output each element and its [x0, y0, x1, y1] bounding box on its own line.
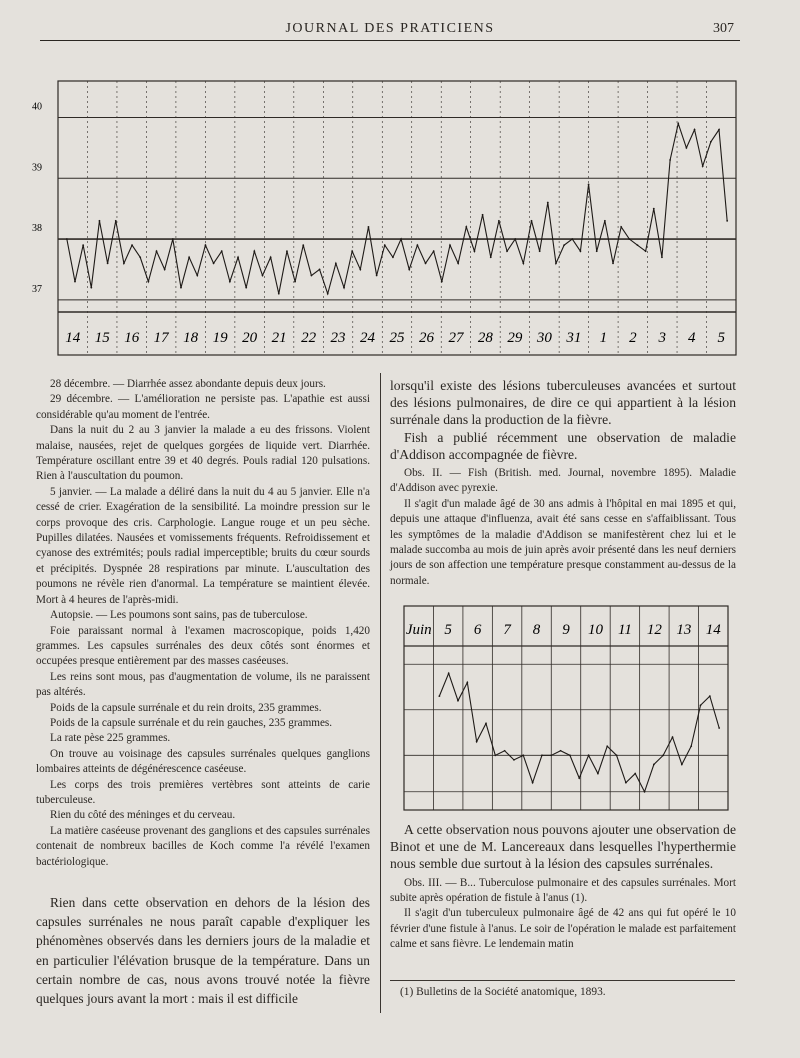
temperature-point — [498, 220, 500, 222]
temperature-point — [156, 250, 158, 252]
temperature-point — [335, 262, 337, 264]
paragraph: 28 décembre. — Diarrhée assez abondante depuis deux jours. — [50, 378, 326, 390]
temperature-point — [278, 293, 280, 295]
temperature-point — [606, 745, 608, 747]
temperature-point — [205, 244, 207, 246]
temperature-point — [66, 238, 68, 240]
temperature-point — [710, 141, 712, 143]
temperature-point — [123, 262, 125, 264]
temperature-point — [457, 262, 459, 264]
x-tick-label: Juin — [405, 622, 432, 638]
temperature-point — [597, 773, 599, 775]
paragraph: 29 décembre. — L'amélioration ne persiste pas. L'apathie est aussi considérable qu'au moment de l'entrée. — [36, 393, 370, 421]
temperature-point — [685, 147, 687, 149]
temperature-point — [672, 736, 674, 738]
temperature-point — [147, 281, 149, 283]
right-column-bottom — [390, 821, 736, 953]
temperature-point — [653, 208, 655, 210]
paragraph: Poids de la capsule surrénale et du rein gauches, 235 grammes. — [50, 716, 333, 729]
temperature-point — [188, 256, 190, 258]
paragraph: Autopsie. — Les poumons sont sains, pas de tuberculose. — [50, 609, 308, 622]
temperature-point — [541, 754, 543, 756]
left-column — [36, 377, 370, 870]
x-tick-label: 8 — [532, 622, 541, 638]
x-tick-label: 18 — [183, 330, 199, 346]
temperature-point — [319, 269, 321, 271]
temperature-point — [634, 773, 636, 775]
temperature-point — [522, 262, 524, 264]
temperature-point — [311, 275, 313, 277]
temperature-point — [384, 244, 386, 246]
x-tick-label: 14 — [65, 330, 81, 346]
temperature-point — [531, 220, 533, 222]
temperature-point — [669, 159, 671, 161]
x-tick-label: 15 — [94, 330, 110, 346]
paragraph: Il s'agit d'un tuberculeux pulmonaire âgé de 42 ans qui fut opéré le 10 février d'une fistule à l'anus. Le soir de l'opération le malade est parfaitement calme et sans fièvre. Le lendemain matin — [390, 907, 736, 951]
temperature-point — [644, 791, 646, 793]
x-tick-label: 7 — [503, 622, 511, 638]
temperature-point — [376, 275, 378, 277]
temperature-point — [681, 764, 683, 766]
temperature-point — [327, 293, 329, 295]
temperature-point — [482, 214, 484, 216]
y-tick-label: 37 — [32, 283, 42, 295]
temperature-point — [677, 123, 679, 125]
x-tick-label: 5 — [444, 622, 452, 638]
temperature-point — [351, 250, 353, 252]
temperature-point — [604, 220, 606, 222]
paragraph: La matière caséeuse provenant des ganglions et des capsules surrénales contenait de nombreux bacilles de Koch comme l'a révélé l'examen bactériologique. — [36, 824, 370, 868]
temperature-point — [438, 695, 440, 697]
temperature-point — [612, 262, 614, 264]
x-tick-label: 24 — [360, 330, 376, 346]
paragraph: 5 janvier. — La malade a déliré dans la nuit du 4 au 5 janvier. Elle n'a cessé de crier. Exagération de la sensibilité. La moindre pression sur le corps provoque des cris. Carphologie. Langue rouge et un peu sèche. Pupilles dilatées. Nausées et vomissements fréquents. Refroidissement et cyanose des extrémités; pouls radial imperceptible; bruits du cœur sourds et précipités. Dyspnée 28 respirations par minute. L'auscultation des poumons ne révèle rien d'anormal. La température se maintient élevée. Mort à 4 heures de l'après-midi. — [36, 485, 370, 606]
temperature-point — [245, 287, 247, 289]
temperature-point — [196, 275, 198, 277]
temperature-point — [560, 750, 562, 752]
temperature-point — [569, 754, 571, 756]
temperature-point — [620, 226, 622, 228]
paragraph: Les reins sont mous, pas d'augmentation de volume, ils ne paraissent pas altérés. — [36, 670, 370, 699]
temperature-point — [172, 238, 174, 240]
temperature-point — [476, 741, 478, 743]
temperature-point — [661, 256, 663, 258]
temperature-point — [237, 256, 239, 258]
temperature-point — [229, 281, 231, 283]
temperature-point — [465, 226, 467, 228]
temperature-point — [270, 256, 272, 258]
temperature-point — [550, 754, 552, 756]
temperature-point — [718, 727, 720, 729]
temperature-line — [439, 673, 719, 791]
temperature-point — [718, 129, 720, 131]
temperature-point — [662, 754, 664, 756]
temperature-point — [115, 220, 117, 222]
x-tick-label: 12 — [646, 622, 662, 638]
x-tick-label: 16 — [124, 330, 140, 346]
paragraph: A cette observation nous pouvons ajouter une observation de Binot et une de M. Lancereaux dans lesquelles l'hyperthermie nous semble due surtout à la lésion des capsules surrénales. — [390, 822, 736, 872]
paragraph: Les corps des trois premières vertèbres sont atteints de carie tuberculeuse. — [36, 778, 370, 806]
temperature-point — [90, 287, 92, 289]
temperature-point — [213, 262, 215, 264]
x-tick-label: 29 — [507, 330, 523, 346]
temperature-point — [513, 759, 515, 761]
paragraph: La rate pèse 225 grammes. — [50, 732, 171, 745]
temperature-point — [514, 238, 516, 240]
temperature-point — [588, 754, 590, 756]
temperature-point — [457, 700, 459, 702]
temperature-point — [466, 682, 468, 684]
x-tick-label: 4 — [688, 330, 696, 346]
x-tick-label: 25 — [389, 330, 405, 346]
column-rule — [380, 373, 381, 1013]
paragraph: Poids de la capsule surrénale et du rein droits, 235 grammes. — [50, 701, 322, 714]
x-tick-label: 26 — [418, 330, 434, 346]
temperature-point — [131, 244, 133, 246]
temperature-point — [392, 256, 394, 258]
temperature-point — [616, 754, 618, 756]
x-tick-label: 28 — [477, 330, 493, 346]
temperature-point — [504, 750, 506, 752]
temperature-point — [690, 745, 692, 747]
temperature-point — [596, 250, 598, 252]
y-tick-label: 39 — [32, 162, 42, 174]
paragraph: On trouve au voisinage des capsules surrénales quelques ganglions lombaires atteints de dégénérescence caséeuse. — [36, 747, 370, 776]
temperature-point — [555, 262, 557, 264]
running-header — [40, 20, 740, 41]
x-tick-label: 5 — [717, 330, 726, 346]
x-tick-label: 13 — [676, 622, 692, 638]
temperature-point — [571, 238, 573, 240]
temperature-point — [628, 238, 630, 240]
x-tick-label: 3 — [658, 330, 667, 346]
temperature-point — [547, 202, 549, 204]
temperature-point — [448, 672, 450, 674]
x-tick-label: 6 — [473, 622, 482, 638]
x-tick-label: 22 — [301, 330, 317, 346]
x-tick-label: 20 — [242, 330, 258, 346]
temperature-line — [67, 124, 727, 294]
paragraph: Rien dans cette observation en dehors de la lésion des capsules surrénales ne nous paraît capable d'expliquer les phénomènes observés dans les derniers jours de la maladie et en particulier l'élévation brusque de la température. Dans un certain nombre de cas, nous avons trouvé notée la fièvre quelques jours avant la mort : mais il est difficile — [36, 895, 370, 1007]
temperature-point — [522, 754, 524, 756]
temperature-point — [625, 782, 627, 784]
right-column-top — [390, 377, 736, 589]
temperature-point — [653, 764, 655, 766]
x-tick-label: 27 — [448, 330, 464, 346]
temperature-point — [416, 244, 418, 246]
footnote: (1) Bulletins de la Société anatomique, 1893. — [400, 986, 606, 998]
temperature-point — [580, 250, 582, 252]
paragraph: Fish a publié récemment une observation de maladie d'Addison accompagnée de fièvre. — [390, 429, 736, 462]
temperature-point — [449, 244, 451, 246]
y-tick-label: 40 — [32, 101, 42, 113]
temperature-point — [302, 244, 304, 246]
temperature-point — [221, 250, 223, 252]
x-tick-label: 14 — [705, 622, 721, 638]
temperature-point — [485, 723, 487, 725]
temperature-point — [700, 704, 702, 706]
temperature-point — [645, 250, 647, 252]
y-tick-label: 38 — [32, 223, 42, 235]
temperature-point — [578, 777, 580, 779]
temperature-point — [164, 269, 166, 271]
temperature-point — [107, 262, 109, 264]
paragraph: Obs. III. — B... Tuberculose pulmonaire et des capsules surrénales. Mort subite après opération de fistule à l'anus (1). — [390, 876, 736, 905]
temperature-point — [286, 250, 288, 252]
x-tick-label: 2 — [629, 330, 637, 346]
chart-frame — [58, 81, 736, 355]
temperature-point — [433, 250, 435, 252]
temperature-point — [400, 238, 402, 240]
temperature-point — [474, 250, 476, 252]
x-tick-label: 21 — [271, 330, 287, 346]
x-tick-label: 23 — [330, 330, 346, 346]
paragraph: lorsqu'il existe des lésions tuberculeuses avancées et surtout des lésions pulmonaires, de dire ce qui appartient à la lésion surrénale dans la production de la fièvre. — [390, 378, 736, 428]
temperature-point — [709, 695, 711, 697]
x-tick-label: 17 — [153, 330, 169, 346]
temperature-point — [539, 250, 541, 252]
x-tick-label: 10 — [587, 622, 603, 638]
temperature-point — [494, 754, 496, 756]
paragraph: Foie paraissant normal à l'examen macroscopique, poids 1,420 grammes. Les capsules surrénales des deux côtés sont énormes et occupées presque entièrement par des masses caséeuses. — [36, 624, 370, 668]
x-tick-label: 31 — [566, 330, 582, 346]
temperature-point — [343, 287, 345, 289]
temperature-point — [425, 262, 427, 264]
temperature-point — [441, 281, 443, 283]
temperature-point — [180, 287, 182, 289]
temperature-point — [637, 244, 639, 246]
page-number: 307 — [713, 21, 734, 36]
x-tick-label: 30 — [536, 330, 552, 346]
temperature-point — [532, 782, 534, 784]
temperature-point — [726, 220, 728, 222]
x-tick-label: 19 — [212, 330, 228, 346]
temperature-point — [506, 250, 508, 252]
temperature-point — [262, 275, 264, 277]
left-column-conclusion — [36, 893, 370, 1008]
paragraph: Obs. II. — Fish (British. med. Journal, novembre 1895). Maladie d'Addison avec pyrexie. — [390, 467, 736, 495]
paragraph: Dans la nuit du 2 au 3 janvier la malade a eu des frissons. Violent malaise, nausées, rejet de quelques gorgées de liquide vert. Diarrhée. Température oscillant entre 39 et 40 degrés. Pouls radial 120 pulsations. Rien à l'auscultation du poumon. — [36, 424, 370, 483]
temperature-point — [694, 129, 696, 131]
temperature-point — [74, 281, 76, 283]
temperature-chart-1 — [30, 76, 746, 358]
x-tick-label: 1 — [599, 330, 608, 346]
temperature-chart-2 — [396, 600, 732, 816]
journal-title: JOURNAL DES PRATICIENS — [285, 21, 495, 36]
temperature-point — [253, 250, 255, 252]
temperature-point — [359, 269, 361, 271]
paragraph: Rien du côté des méninges et du cerveau. — [50, 809, 236, 822]
temperature-point — [490, 256, 492, 258]
paragraph: Il s'agit d'un malade âgé de 30 ans admis à l'hôpital en mai 1895 et qui, depuis une attaque d'influenza, avait été sans cesse en s'affaiblissant. Tous les symptômes de la maladie d'Addison se manifestèrent chez lui et le malade succomba au mois de juin après avoir présenté dans les neuf derniers jours de son affection une température presque constamment au-dessus de la normale. — [390, 497, 736, 587]
x-tick-label: 9 — [562, 622, 570, 638]
temperature-point — [702, 165, 704, 167]
temperature-point — [294, 281, 296, 283]
temperature-point — [82, 244, 84, 246]
x-tick-label: 11 — [617, 622, 632, 638]
temperature-point — [588, 183, 590, 185]
footnote-rule — [390, 980, 735, 981]
temperature-point — [563, 244, 565, 246]
temperature-point — [139, 256, 141, 258]
temperature-point — [368, 226, 370, 228]
temperature-point — [408, 269, 410, 271]
temperature-point — [99, 220, 101, 222]
